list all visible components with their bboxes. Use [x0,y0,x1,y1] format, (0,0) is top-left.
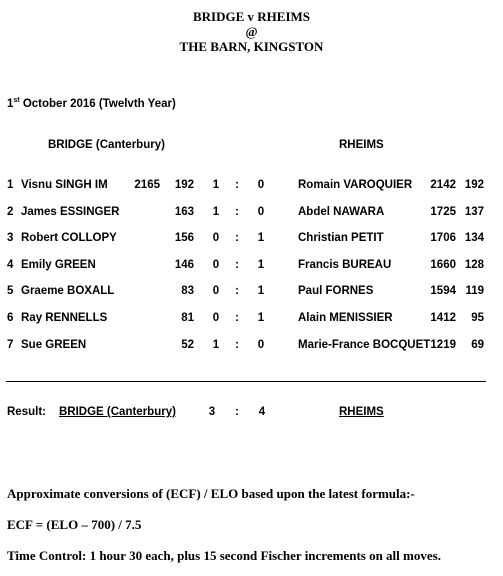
date-rest: October 2016 (Twelvth Year) [19,98,176,110]
board-number: 1 [7,179,14,191]
away-score: 1 [257,232,265,244]
divider-line [6,381,486,382]
board-number: 5 [7,285,14,297]
away-player-elo: 1219 [430,339,456,351]
result-separator: : [235,406,239,418]
match-title: BRIDGE v RHEIMS [192,9,311,24]
result-away-team: RHEIMS [339,406,384,418]
result-away-total: 4 [258,406,266,418]
venue: THE BARN, KINGSTON [179,39,324,54]
away-team-heading: RHEIMS [339,139,384,151]
away-player-name: Marie-France BOCQUET [298,339,431,351]
home-player-ecf: 83 [181,285,194,297]
board-number: 2 [7,206,14,218]
score-separator: : [235,259,239,271]
away-player-elo: 1412 [430,312,456,324]
away-player-ecf: 137 [464,206,484,218]
score-separator: : [235,179,239,191]
home-player-name: Emily GREEN [21,259,96,271]
home-score: 1 [212,339,220,351]
away-player-ecf: 69 [471,339,484,351]
away-score: 0 [257,179,265,191]
home-player-ecf: 192 [174,179,194,191]
away-player-name: Paul FORNES [298,285,374,297]
home-player-ecf: 163 [174,206,194,218]
away-player-ecf: 95 [471,312,484,324]
result-label: Result: [7,406,46,418]
away-player-elo: 1725 [430,206,456,218]
date-day: 1 [7,98,14,110]
home-player-ecf: 156 [174,232,194,244]
away-player-name: Francis BUREAU [298,259,392,271]
away-score: 0 [257,206,265,218]
home-player-name: Graeme BOXALL [21,285,115,297]
board-number: 6 [7,312,14,324]
home-team-heading: BRIDGE (Canterbury) [48,139,165,151]
time-control: Time Control: 1 hour 30 each, plus 15 second Fischer increments on all moves. [7,548,441,563]
score-separator: : [235,312,239,324]
score-separator: : [235,232,239,244]
home-score: 1 [212,179,220,191]
away-player-ecf: 119 [465,285,484,297]
away-player-elo: 1706 [430,232,456,244]
away-score: 1 [257,285,265,297]
home-player-name: Sue GREEN [21,339,87,351]
match-date [7,98,176,110]
home-player-name: Ray RENNELLS [21,312,108,324]
away-score: 0 [257,339,265,351]
away-player-elo: 1594 [430,285,456,297]
ecf-formula: ECF = (ELO – 700) / 7.5 [7,517,142,532]
home-score: 0 [212,285,220,297]
away-player-name: Abdel NAWARA [298,206,385,218]
home-player-elo: 2165 [134,179,160,191]
score-separator: : [235,285,239,297]
home-player-name: Robert COLLOPY [21,232,117,244]
at-symbol: @ [245,24,258,39]
board-number: 4 [7,259,14,271]
away-player-ecf: 134 [464,232,484,244]
away-score: 1 [257,312,265,324]
board-number: 3 [7,232,14,244]
home-score: 0 [212,312,220,324]
home-player-ecf: 146 [174,259,194,271]
score-separator: : [235,339,239,351]
result-home-team: BRIDGE (Canterbury) [59,406,176,418]
date-suffix: st [13,97,20,104]
away-player-elo: 1660 [430,259,456,271]
away-player-ecf: 192 [464,179,484,191]
board-number: 7 [7,339,14,351]
away-player-elo: 2142 [430,179,456,191]
away-player-name: Romain VAROQUIER [298,179,413,191]
away-player-name: Alain MENISSIER [298,312,393,324]
home-player-ecf: 52 [181,339,194,351]
home-player-ecf: 81 [181,312,194,324]
away-score: 1 [257,259,265,271]
result-home-total: 3 [208,406,216,418]
home-score: 0 [212,259,220,271]
home-score: 1 [212,206,220,218]
away-player-name: Christian PETIT [298,232,384,244]
home-score: 0 [212,232,220,244]
away-player-ecf: 128 [464,259,484,271]
score-separator: : [235,206,239,218]
home-player-name: James ESSINGER [21,206,120,218]
conversion-note: Approximate conversions of (ECF) / ELO based upon the latest formula:- [7,486,415,501]
home-player-name: Visnu SINGH IM [21,179,108,191]
